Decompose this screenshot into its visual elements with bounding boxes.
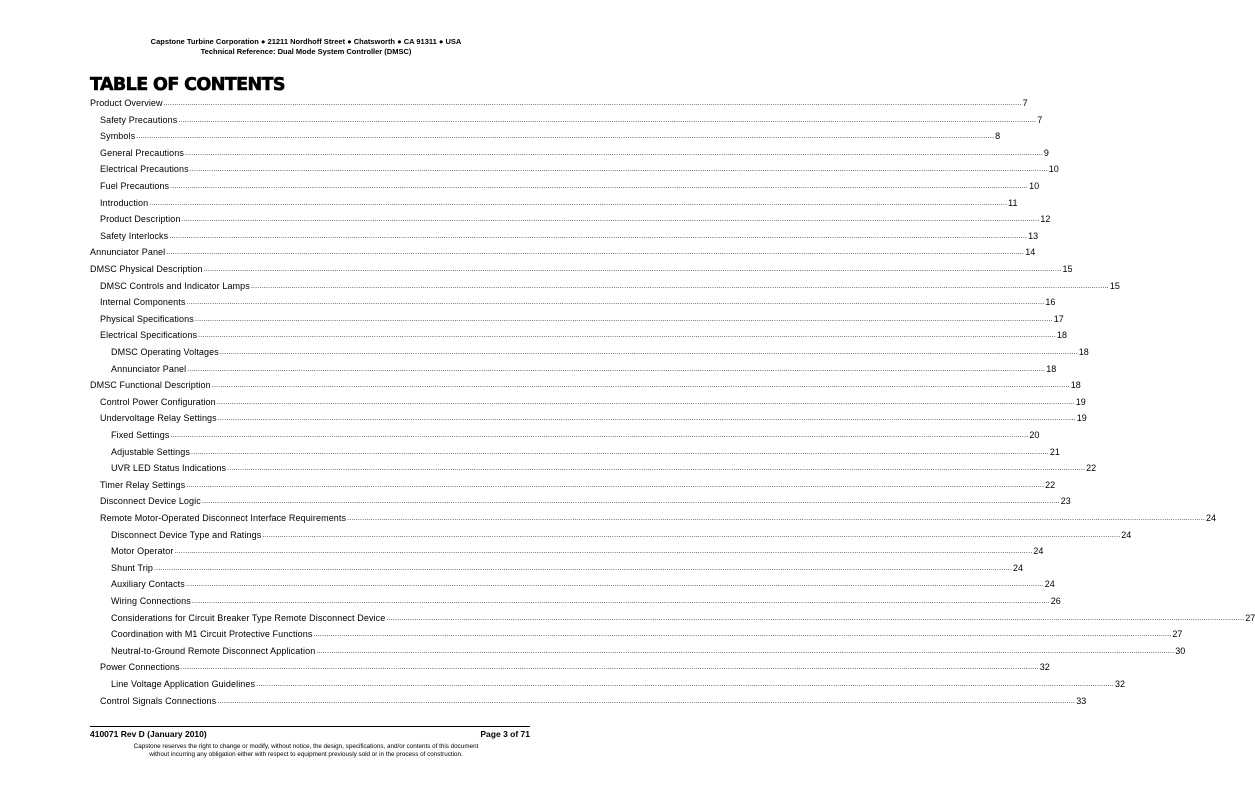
toc-dot-leader: ................................................................................................................................................................................................................................................................................................................................................................................................................ [313, 631, 1172, 639]
toc-entry-title: UVR LED Status Indications [111, 463, 227, 474]
header-document-line: Technical Reference: Dual Mode System Controller (DMSC) [200, 47, 412, 56]
toc-entry[interactable] [100, 510, 1217, 524]
toc-entry-page: 24 [1012, 562, 1023, 573]
footer-page-number: Page 3 of 71 [480, 729, 530, 739]
toc-entry[interactable] [111, 527, 1132, 541]
toc-dot-leader: ................................................................................................................................................................................................................................................................................................................................................................................................................ [347, 515, 1206, 522]
toc-entry-page: 27 [1245, 612, 1255, 623]
toc-dot-leader: ................................................................................................................................................................................................................................................................................................................................................................................................................ [178, 116, 1037, 124]
toc-dot-leader: ................................................................................................................................................................................................................................................................................................................................................................................................................ [191, 598, 1050, 605]
toc-entry-page: 23 [1060, 496, 1071, 507]
toc-dot-leader: ................................................................................................................................................................................................................................................................................................................................................................................................................ [186, 299, 1045, 307]
toc-entry[interactable] [111, 543, 1044, 557]
toc-entry[interactable] [100, 493, 1071, 507]
page-title: TABLE OF CONTENTS [90, 75, 285, 95]
toc-dot-leader: ................................................................................................................................................................................................................................................................................................................................................................................................................ [136, 133, 995, 141]
toc-entry-title: Internal Components [100, 297, 186, 308]
toc-entry-page: 10 [1048, 164, 1059, 175]
toc-entry[interactable] [111, 593, 1061, 607]
toc-entry[interactable] [90, 261, 1073, 275]
toc-entry-page: 15 [1109, 280, 1120, 291]
toc-dot-leader: ................................................................................................................................................................................................................................................................................................................................................................................................................ [190, 448, 1049, 456]
toc-entry[interactable] [100, 278, 1120, 292]
toc-dot-leader: ................................................................................................................................................................................................................................................................................................................................................................................................................ [201, 498, 1060, 506]
toc-entry-title: Electrical Precautions [100, 164, 189, 175]
toc-entry-page: 18 [1046, 363, 1057, 374]
toc-entry-page: 12 [1040, 214, 1051, 225]
toc-entry-title: Electrical Specifications [100, 330, 198, 341]
toc-entry-page: 24 [1033, 546, 1044, 557]
toc-dot-leader: ................................................................................................................................................................................................................................................................................................................................................................................................................ [386, 614, 1245, 622]
toc-entry-title: Timer Relay Settings [100, 479, 186, 490]
toc-entry-title: Introduction [100, 197, 149, 208]
toc-dot-leader: ................................................................................................................................................................................................................................................................................................................................................................................................................ [217, 697, 1076, 705]
toc-entry[interactable] [100, 394, 1086, 408]
toc-entry-page: 7 [1022, 98, 1028, 108]
footer-document-id: 410071 Rev D (January 2010) [90, 729, 207, 739]
toc-entry[interactable] [100, 477, 1056, 491]
toc-dot-leader: ................................................................................................................................................................................................................................................................................................................................................................................................................ [149, 199, 1008, 207]
toc-entry-page: 16 [1045, 297, 1056, 308]
toc-entry-title: Annunciator Panel [111, 363, 187, 374]
toc-entry[interactable] [111, 460, 1097, 474]
toc-dot-leader: ................................................................................................................................................................................................................................................................................................................................................................................................................ [154, 564, 1012, 572]
toc-entry-title: Product Description [100, 214, 181, 225]
footer-disclaimer-line-2: without incurring any obligation either with respect to equipment previously sold or in the process of construction. [149, 751, 463, 758]
toc-entry[interactable] [100, 693, 1087, 707]
toc-entry-title: Wiring Connections [111, 596, 191, 606]
toc-entry-page: 8 [995, 131, 1001, 142]
toc-dot-leader: ................................................................................................................................................................................................................................................................................................................................................................................................................ [185, 581, 1044, 589]
toc-entry-page: 32 [1115, 679, 1126, 689]
toc-entry-title: Physical Specifications [100, 313, 194, 324]
toc-dot-leader: ................................................................................................................................................................................................................................................................................................................................................................................................................ [217, 415, 1076, 423]
toc-entry[interactable] [100, 410, 1087, 424]
toc-dot-leader: ................................................................................................................................................................................................................................................................................................................................................................................................................ [170, 432, 1029, 439]
toc-dot-leader: ................................................................................................................................................................................................................................................................................................................................................................................................................ [219, 349, 1078, 356]
toc-entry-title: Control Power Configuration [100, 396, 216, 407]
toc-entry[interactable] [100, 195, 1018, 209]
footer-divider [90, 726, 530, 727]
toc-entry[interactable] [111, 361, 1057, 375]
toc-entry-title: Adjustable Settings [111, 446, 190, 457]
toc-entry-title: Motor Operator [111, 546, 174, 557]
toc-entry-title: Control Signals Connections [100, 695, 217, 706]
toc-entry-page: 20 [1029, 430, 1040, 440]
toc-entry-title: Coordination with M1 Circuit Protective Functions [111, 629, 313, 640]
toc-entry[interactable] [111, 576, 1055, 590]
toc-entry-page: 14 [1025, 247, 1036, 258]
toc-entry-title: Shunt Trip [111, 562, 154, 573]
toc-dot-leader: ................................................................................................................................................................................................................................................................................................................................................................................................................ [174, 548, 1033, 556]
toc-entry[interactable] [111, 427, 1040, 441]
toc-entry[interactable] [100, 327, 1067, 341]
toc-entry-title: General Precautions [100, 147, 184, 158]
toc-entry[interactable] [90, 244, 1036, 258]
toc-entry-title: Auxiliary Contacts [111, 579, 185, 590]
toc-entry-page: 10 [1029, 181, 1040, 191]
toc-dot-leader: ................................................................................................................................................................................................................................................................................................................................................................................................................ [194, 315, 1053, 323]
toc-dot-leader: ................................................................................................................................................................................................................................................................................................................................................................................................................ [187, 365, 1046, 373]
toc-entry[interactable] [100, 145, 1049, 159]
toc-entry-page: 33 [1076, 695, 1087, 706]
toc-entry-page: 18 [1070, 380, 1081, 391]
toc-entry[interactable] [100, 211, 1051, 225]
toc-entry-title: Annunciator Panel [90, 247, 166, 258]
toc-entry[interactable] [90, 95, 1028, 109]
toc-entry-page: 24 [1206, 513, 1217, 523]
toc-entry[interactable] [100, 178, 1040, 192]
toc-dot-leader: ................................................................................................................................................................................................................................................................................................................................................................................................................ [184, 149, 1043, 157]
toc-entry[interactable] [100, 112, 1043, 126]
toc-entry[interactable] [100, 161, 1059, 175]
toc-entry[interactable] [111, 643, 1186, 657]
toc-dot-leader: ................................................................................................................................................................................................................................................................................................................................................................................................................ [166, 249, 1025, 257]
toc-entry[interactable] [100, 128, 1001, 142]
toc-entry-title: Disconnect Device Type and Ratings [111, 529, 262, 540]
toc-dot-leader: ................................................................................................................................................................................................................................................................................................................................................................................................................ [163, 100, 1022, 107]
toc-entry-page: 24 [1044, 579, 1055, 590]
toc-dot-leader: ................................................................................................................................................................................................................................................................................................................................................................................................................ [186, 481, 1045, 489]
toc-entry-page: 30 [1175, 645, 1186, 656]
toc-entry[interactable] [100, 228, 1039, 242]
toc-entry-title: Remote Motor-Operated Disconnect Interface Requirements [100, 513, 347, 523]
toc-entry-page: 18 [1078, 347, 1089, 357]
toc-entry[interactable] [100, 659, 1050, 673]
toc-entry-title: Undervoltage Relay Settings [100, 413, 217, 424]
toc-entry[interactable] [111, 344, 1089, 358]
toc-dot-leader: ................................................................................................................................................................................................................................................................................................................................................................................................................ [203, 266, 1062, 273]
toc-entry-page: 21 [1049, 446, 1060, 457]
toc-entry[interactable] [100, 311, 1064, 325]
toc-entry[interactable] [111, 444, 1060, 458]
toc-entry-page: 19 [1076, 413, 1087, 424]
toc-entry-title: DMSC Controls and Indicator Lamps [100, 280, 250, 291]
toc-entry-title: Symbols [100, 131, 136, 142]
toc-dot-leader: ................................................................................................................................................................................................................................................................................................................................................................................................................ [170, 183, 1029, 190]
toc-entry-title: Line Voltage Application Guidelines [111, 679, 256, 689]
toc-dot-leader: ................................................................................................................................................................................................................................................................................................................................................................................................................ [316, 647, 1175, 655]
toc-entry-page: 24 [1121, 529, 1132, 540]
footer-disclaimer-line-1: Capstone reserves the right to change or modify, without notice, the design, specifications, and/or contents of this document [133, 743, 479, 750]
toc-entry[interactable] [111, 610, 1255, 624]
toc-entry[interactable] [111, 560, 1023, 574]
toc-entry-page: 7 [1037, 114, 1043, 125]
toc-entry-page: 15 [1062, 264, 1073, 274]
toc-entry-page: 27 [1172, 629, 1183, 640]
toc-entry-page: 9 [1043, 147, 1049, 158]
toc-entry-title: DMSC Functional Description [90, 380, 211, 391]
toc-entry-title: DMSC Physical Description [90, 264, 203, 274]
toc-entry-title: Disconnect Device Logic [100, 496, 201, 507]
toc-entry-page: 19 [1075, 396, 1086, 407]
toc-dot-leader: ................................................................................................................................................................................................................................................................................................................................................................................................................ [181, 216, 1040, 224]
toc-dot-leader: ................................................................................................................................................................................................................................................................................................................................................................................................................ [211, 382, 1070, 390]
toc-dot-leader: ................................................................................................................................................................................................................................................................................................................................................................................................................ [250, 282, 1109, 290]
toc-entry-title: Fuel Precautions [100, 181, 170, 191]
toc-entry-title: Power Connections [100, 662, 180, 673]
toc-entry-title: Neutral-to-Ground Remote Disconnect Application [111, 645, 316, 656]
toc-entry-page: 11 [1008, 197, 1018, 208]
toc-dot-leader: ................................................................................................................................................................................................................................................................................................................................................................................................................ [180, 664, 1039, 672]
toc-entry-page: 17 [1053, 313, 1064, 324]
toc-entry-title: Safety Interlocks [100, 230, 169, 241]
toc-dot-leader: ................................................................................................................................................................................................................................................................................................................................................................................................................ [227, 465, 1086, 473]
toc-entry-page: 22 [1045, 479, 1056, 490]
toc-dot-leader: ................................................................................................................................................................................................................................................................................................................................................................................................................ [198, 332, 1056, 340]
toc-entry-title: Considerations for Circuit Breaker Type Remote Disconnect Device [111, 612, 386, 623]
toc-entry-page: 22 [1086, 463, 1097, 474]
toc-entry-page: 26 [1050, 596, 1061, 606]
toc-dot-leader: ................................................................................................................................................................................................................................................................................................................................................................................................................ [189, 166, 1048, 174]
toc-entry-title: DMSC Operating Voltages [111, 347, 219, 357]
toc-entry[interactable] [90, 377, 1081, 391]
toc-entry[interactable] [111, 676, 1126, 690]
toc-entry-page: 18 [1056, 330, 1067, 341]
toc-entry-title: Product Overview [90, 98, 163, 108]
toc-entry[interactable] [111, 626, 1183, 640]
toc-dot-leader: ................................................................................................................................................................................................................................................................................................................................................................................................................ [256, 681, 1115, 688]
toc-dot-leader: ................................................................................................................................................................................................................................................................................................................................................................................................................ [216, 398, 1075, 406]
toc-dot-leader: ................................................................................................................................................................................................................................................................................................................................................................................................................ [169, 232, 1028, 240]
toc-entry-page: 13 [1028, 230, 1039, 241]
header-company-line: Capstone Turbine Corporation ● 21211 Nordhoff Street ● Chatsworth ● CA 91311 ● USA [150, 37, 462, 46]
toc-entry-title: Safety Precautions [100, 114, 178, 125]
toc-dot-leader: ................................................................................................................................................................................................................................................................................................................................................................................................................ [262, 531, 1121, 539]
toc-entry-title: Fixed Settings [111, 430, 170, 440]
toc-entry-page: 32 [1039, 662, 1050, 673]
toc-entry[interactable] [100, 294, 1056, 308]
